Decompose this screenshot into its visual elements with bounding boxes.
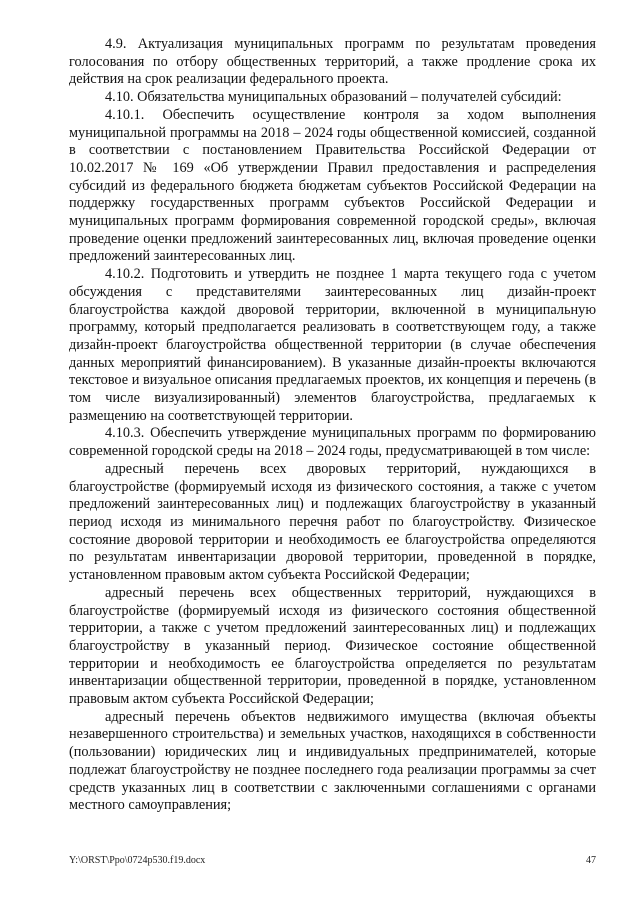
paragraph-courtyard-list: адресный перечень всех дворовых территорий, нуждающихся в благоустройстве (формируемый исходя из физического состояния, а также с учетом предложений заинтересованных лиц) и подлежащих благоустройству в указанный период исходя из минимального перечня работ по благоустройству. Физическое состояние дворовой территории и необходимость ее благоустройства определяются по результатам инвентаризации дворовой территории, проведенной в порядке, установленном правовым актом субъекта Российской Федерации; [69, 460, 596, 584]
paragraph-4-10-3: 4.10.3. Обеспечить утверждение муниципальных программ по формированию современной городской среды на 2018 – 2024 годы, предусматривающей в том числе: [69, 425, 596, 460]
page-footer [69, 855, 596, 866]
paragraph-4-10: 4.10. Обязательства муниципальных образований – получателей субсидий: [105, 89, 562, 106]
footer-file-path: Y:\ORST\Ppo\0724p530.f19.docx [69, 855, 206, 866]
paragraph-public-territory-list: адресный перечень всех общественных территорий, нуждающихся в благоустройстве (формируемый исходя из физического состояния общественной территории, а также с учетом предложений заинтересованных лиц) и подлежащих благоустройству в указанный период. Физическое состояние общественной территории и необходимость ее благоустройства определяется по результатам инвентаризации общественной территории, проведенной в порядке, установленном правовым актом субъекта Российской Федерации; [69, 584, 596, 708]
footer-page-number: 47 [586, 855, 596, 866]
document-body [69, 36, 596, 815]
paragraph-4-10-2: 4.10.2. Подготовить и утвердить не позднее 1 марта текущего года с учетом обсуждения с представителями заинтересованных лиц дизайн-проект благоустройства каждой дворовой территории, включенной в муниципальную программу, который предполагается реализовать в соответствующем году, а также дизайн-проект благоустройства общественной территории (в случае обеспечения данных мероприятий финансированием). В указанные дизайн-проекты включаются текстовое и визуальное описания предлагаемых проектов, их концепция и перечень (в том числе визуализированный) элементов благоустройства, предлагаемых к размещению на соответствующей территории. [69, 266, 596, 424]
paragraph-real-estate-list: адресный перечень объектов недвижимого имущества (включая объекты незавершенного строительства) и земельных участков, находящихся в собственности (пользовании) юридических лиц и индивидуальных предпринимателей, которые подлежат благоустройству не позднее последнего года реализации программы за счет средств указанных лиц в соответствии с заключенными соглашениями с органами местного самоуправления; [69, 708, 596, 814]
paragraph-4-10-1: 4.10.1. Обеспечить осуществление контроля за ходом выполнения муниципальной программы на 2018 – 2024 годы общественной комиссией, созданной в соответствии с постановлением Правительства Российской Федерации от 10.02.2017 № 169 «Об утверждении Правил предоставления и распределения субсидий из федерального бюджета бюджетам субъектов Российской Федерации на поддержку государственных программ субъектов Российской Федерации и муниципальных программ формирования современной городской среды», включая проведение оценки предложений заинтересованных лиц, включая проведение оценки предложений заинтересованных лиц. [69, 106, 596, 265]
paragraph-4-9: 4.9. Актуализация муниципальных программ по результатам проведения голосования по отбору общественных территорий, а также продление срока их действия на срок реализации федерального проекта. [69, 36, 596, 88]
